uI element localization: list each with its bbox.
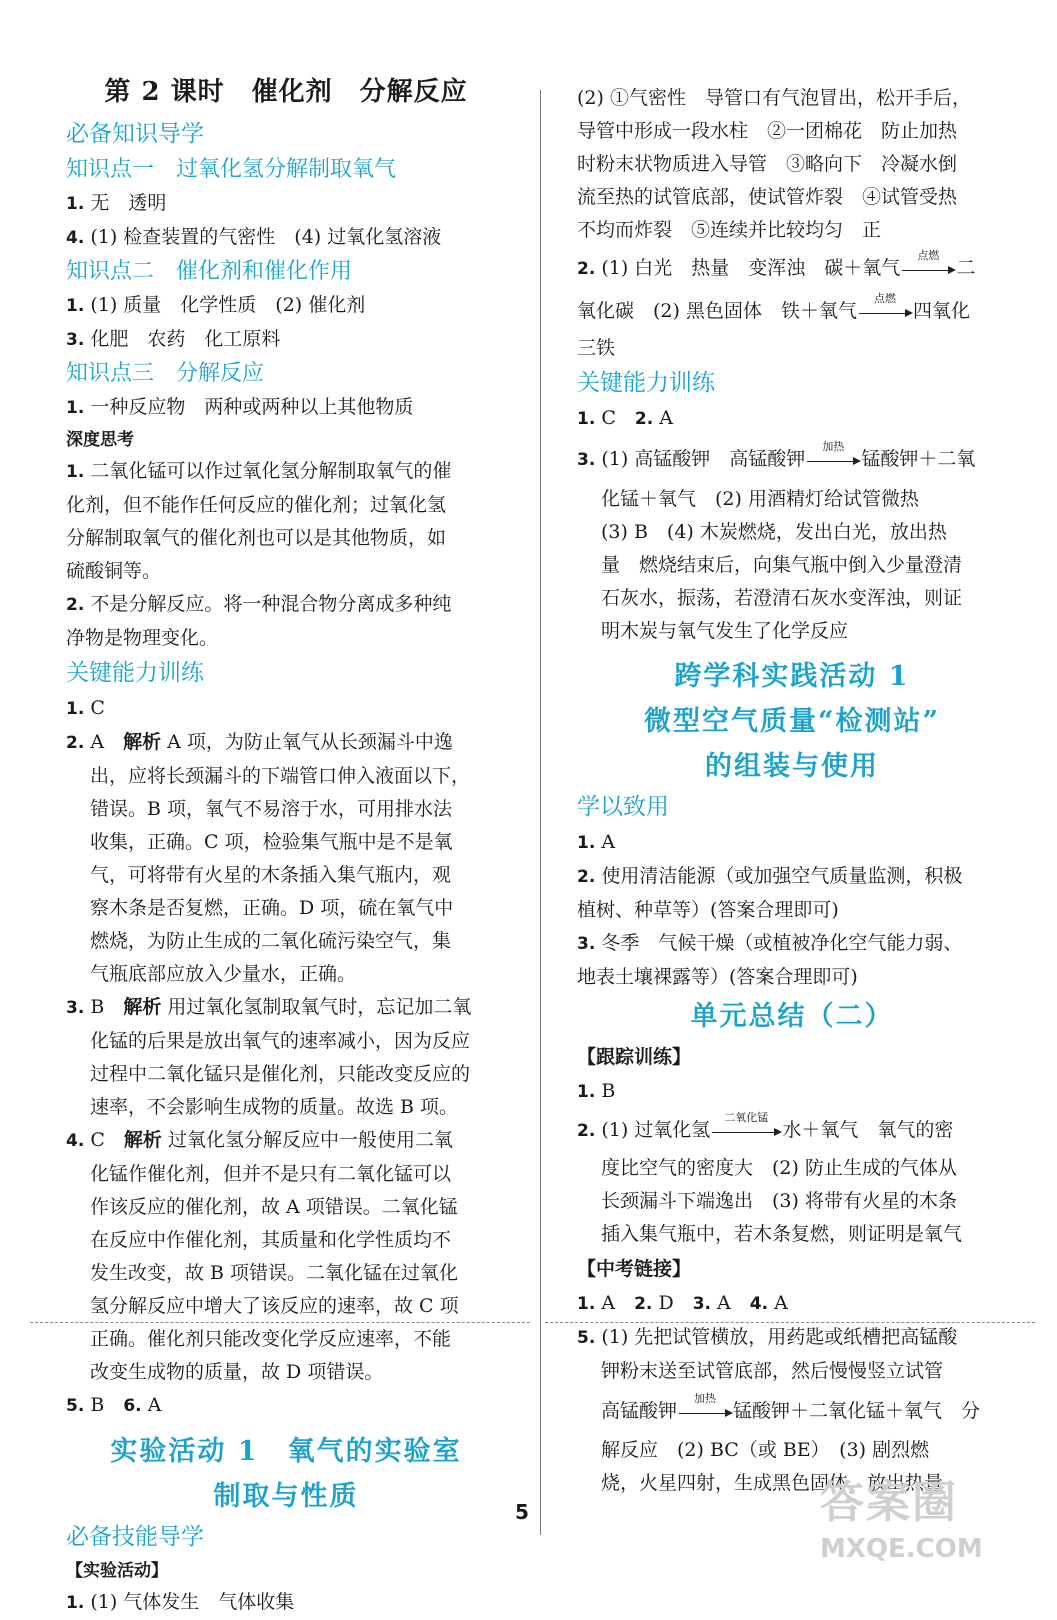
right-key-answer-3-line: 明木炭与氧气发生了化学反应	[601, 620, 849, 642]
key-answer-2-line: 收集，正确。C 项，检验集气瓶中是不是氧	[90, 831, 453, 853]
watermark-url: MXQE.COM	[820, 1534, 983, 1564]
key-answer-1: 1. C	[66, 697, 105, 719]
reaction-arrow: 二氧化锰	[710, 1122, 782, 1140]
tracking-answer-2-line: 插入集气瓶中，若木条复燃，则证明是氧气	[601, 1223, 963, 1245]
key-answer-4-line: 发生改变，故 B 项错误。二氧化锰在过氧化	[90, 1262, 459, 1284]
reaction-arrow: 点燃	[900, 260, 956, 278]
apply-answer-2-line: 植树、种草等）(答案合理即可)	[577, 899, 839, 921]
kp1-heading: 知识点一 过氧化氢分解制取氧气	[66, 157, 397, 182]
tracking-answer-2-line: 长颈漏斗下端逸出 (3) 将带有火星的木条	[601, 1190, 957, 1212]
tracking-answer-1: 1. B	[577, 1080, 616, 1102]
lab-activity-title: 实验活动 1 氧气的实验室	[110, 1436, 462, 1467]
page-number: 5	[515, 1500, 529, 1524]
lab-answer-2: 2. (1) 白光 热量 变浑浊 碳＋氧气 点燃 二	[577, 249, 976, 279]
lab-cont-line: (2) ①气密性 导管口有气泡冒出，松开手后，	[577, 87, 971, 109]
right-key-answers-1-2: 1. C 2. A	[577, 407, 673, 429]
kp2-heading: 知识点二 催化剂和催化作用	[66, 259, 353, 284]
practice-activity-title-3: 的组装与使用	[705, 751, 879, 782]
key-answer-4-line: 在反应中作催化剂，其质量和化学性质均不	[90, 1229, 452, 1251]
key-answer-4-line: 氢分解反应中增大了该反应的速率，故 C 项	[90, 1295, 459, 1317]
key-answer-2: 2. A 解析 A 项，为防止氧气从长颈漏斗中逸	[66, 731, 453, 753]
key-answer-4-line: 作该反应的催化剂，故 A 项错误。二氧化锰	[90, 1196, 458, 1218]
exam-answer-5-line: 解反应 (2) BC（或 BE） (3) 剧烈燃	[601, 1439, 930, 1461]
key-answer-3-line: 速率，不会影响生成物的质量。故选 B 项。	[90, 1096, 459, 1118]
exam-answer-5-line: 钾粉末送至试管底部，然后慢慢竖立试管	[601, 1360, 944, 1382]
lab-cont-line: 导管中形成一段水柱 ②一团棉花 防止加热	[577, 120, 958, 142]
key-training-heading-left: 关键能力训练	[66, 660, 204, 686]
practice-activity-title: 跨学科实践活动 1	[674, 661, 910, 692]
exam-link-heading: 【中考链接】	[577, 1258, 692, 1280]
key-answer-5-6: 5. B 6. A	[66, 1394, 162, 1416]
key-answer-2-line: 燃烧，为防止生成的二氧化硫污染空气，集	[90, 930, 452, 952]
column-divider	[540, 90, 541, 1535]
exam-answer-5-equation: 高锰酸钾 加热 锰酸钾＋二氧化锰＋氧气 分	[601, 1392, 981, 1422]
right-key-answer-3-line: 化锰＋氧气 (2) 用酒精灯给试管微热	[601, 488, 919, 510]
unit-summary-title: 单元总结（二）	[690, 1001, 894, 1032]
lab-answer-2-line: 氧化碳 (2) 黑色固体 铁＋氧气 点燃 四氧化	[577, 292, 970, 322]
key-answer-2-line: 气，可将带有火星的木条插入集气瓶内，观	[90, 864, 452, 886]
left-column	[66, 68, 506, 1620]
guide-heading: 必备知识导学	[66, 121, 204, 147]
kp2-answer-3: 3. 化肥 农药 化工原料	[66, 328, 281, 350]
deep-q1-line: 硫酸铜等。	[66, 560, 162, 582]
deep-q1-line: 1. 二氧化锰可以作过氧化氢分解制取氧气的催	[66, 460, 452, 482]
skill-guide-heading: 必备技能导学	[66, 1524, 204, 1550]
key-answer-2-line: 错误。B 项，氧气不易溶于水，可用排水法	[90, 798, 453, 820]
key-answer-2-line: 察木条是否复燃，正确。D 项，硫在氧气中	[90, 897, 454, 919]
right-key-answer-3: 3. (1) 高锰酸钾 高锰酸钾 加热 锰酸钾＋二氧	[577, 440, 976, 470]
key-answer-4: 4. C 解析 过氧化氢分解反应中一般使用二氧	[66, 1129, 453, 1151]
apply-answer-1: 1. A	[577, 831, 616, 853]
apply-answer-3: 3. 冬季 气候干燥（或植被净化空气能力弱、	[577, 932, 963, 954]
kp1-answer-1: 1. 无 透明	[66, 192, 167, 214]
watermark-logo: 答案圈	[820, 1477, 958, 1528]
right-column	[577, 82, 1007, 1500]
key-answer-4-line: 改变生成物的质量，故 D 项错误。	[90, 1361, 384, 1383]
tracking-heading: 【跟踪训练】	[577, 1046, 692, 1068]
lesson-title: 第 2 课时 催化剂 分解反应	[104, 77, 468, 107]
exam-answers-1-4: 1. A 2. D 3. A 4. A	[577, 1292, 788, 1314]
tracking-answer-2: 2. (1) 过氧化氢 二氧化锰 水＋氧气 氧气的密	[577, 1111, 954, 1141]
deep-q2-line: 净物是物理变化。	[66, 627, 219, 649]
key-training-heading-right: 关键能力训练	[577, 370, 715, 396]
reaction-arrow: 点燃	[857, 303, 913, 321]
right-key-answer-3-line: 石灰水，振荡，若澄清石灰水变浑浊，则证	[601, 587, 963, 609]
key-answer-2-line: 出，应将长颈漏斗的下端管口伸入液面以下，	[90, 765, 471, 787]
key-answer-4-line: 正确。催化剂只能改变化学反应速率，不能	[90, 1328, 452, 1350]
lab-cont-line: 不均而炸裂 ⑤连续并比较均匀 正	[577, 219, 882, 241]
key-answer-3-line: 过程中二氧化锰只是催化剂，只能改变反应的	[90, 1063, 471, 1085]
right-key-answer-3-line: (3) B (4) 木炭燃烧，发出白光，放出热	[601, 521, 947, 543]
reaction-arrow: 加热	[677, 1403, 733, 1421]
deep-q1-line: 化剂，但不能作任何反应的催化剂；过氧化氢	[66, 494, 447, 516]
key-answer-4-line: 化锰作催化剂，但并不是只有二氧化锰可以	[90, 1163, 452, 1185]
deep-q2-line: 2. 不是分解反应。将一种混合物分离成多种纯	[66, 593, 452, 615]
deep-thinking-heading: 深度思考	[66, 430, 134, 450]
reaction-arrow: 加热	[805, 451, 861, 469]
kp3-heading: 知识点三 分解反应	[66, 361, 265, 386]
exam-answer-5: 5. (1) 先把试管横放，用药匙或纸槽把高锰酸	[577, 1326, 958, 1348]
apply-answer-3-line: 地表土壤裸露等）(答案合理即可)	[577, 966, 858, 988]
lab-activity-title-2: 制取与性质	[213, 1481, 359, 1512]
deep-q1-line: 分解制取氧气的催化剂也可以是其他物质，如	[66, 527, 447, 549]
lab-answer-2-line: 三铁	[577, 337, 616, 359]
kp2-answer-1: 1. (1) 质量 化学性质 (2) 催化剂	[66, 294, 366, 316]
lab-cont-line: 流至热的试管底部，使试管炸裂 ④试管受热	[577, 186, 958, 208]
kp1-answer-4: 4. (1) 检查装置的气密性 (4) 过氧化氢溶液	[66, 226, 442, 248]
tracking-answer-2-line: 度比空气的密度大 (2) 防止生成的气体从	[601, 1157, 957, 1179]
key-answer-3: 3. B 解析 用过氧化氢制取氧气时，忘记加二氧	[66, 996, 472, 1018]
lab-cont-line: 时粉末状物质进入导管 ③略向下 冷凝水倒	[577, 153, 958, 175]
key-answer-3-line: 化锰的后果是放出氧气的速率减小，因为反应	[90, 1030, 471, 1052]
kp3-answer-1: 1. 一种反应物 两种或两种以上其他物质	[66, 396, 414, 418]
exam-answer-5-line: 烧，火星四射，生成黑色固体，放出热量	[601, 1472, 944, 1494]
apply-answer-2: 2. 使用清洁能源（或加强空气质量监测，积极	[577, 865, 963, 887]
lab-answer-1: 1. (1) 气体发生 气体收集	[66, 1591, 295, 1613]
key-answer-2-line: 气瓶底部应放入少量水，正确。	[90, 963, 357, 985]
apply-heading: 学以致用	[577, 794, 669, 820]
lab-activity-bracket: 【实验活动】	[66, 1561, 168, 1581]
right-key-answer-3-line: 量 燃烧结束后，向集气瓶中倒入少量澄清	[601, 554, 963, 576]
watermark	[820, 1466, 1040, 1586]
practice-activity-title-2: 微型空气质量“检测站”	[643, 706, 941, 737]
